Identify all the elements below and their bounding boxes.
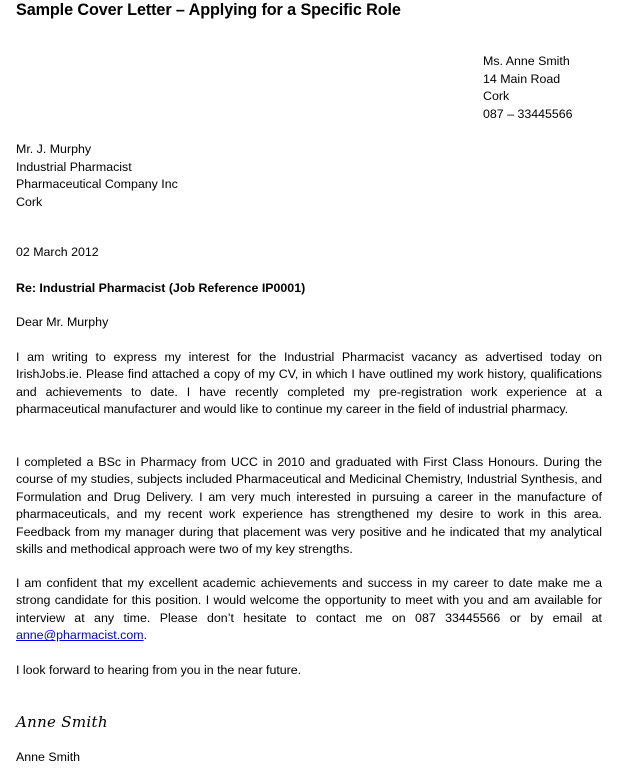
- paragraph-closing-end: .: [143, 628, 148, 643]
- sender-name: Ms. Anne Smith: [483, 54, 570, 68]
- paragraph-interest: I am writing to express my interest for the Industrial Pharmacist vacancy as advertised today on IrishJobs.ie. Please find attached a copy of my CV, in which I have outlined my work history, qualifications and achievements to date. I have recently completed my pre-registration work experience at a pharmaceutical manufacturer and would like to continue my career in the field of industrial pharmacy.: [16, 350, 602, 417]
- recipient-name: Mr. J. Murphy: [16, 142, 92, 156]
- sender-city: Cork: [483, 89, 510, 104]
- email-link[interactable]: anne@pharmacist.com: [16, 628, 144, 643]
- recipient-company: Pharmaceutical Company Inc: [16, 177, 178, 192]
- subject-line: Re: Industrial Pharmacist (Job Reference IP0001): [16, 281, 306, 295]
- paragraph-farewell: I look forward to hearing from you in the near future.: [16, 663, 302, 677]
- salutation: Dear Mr. Murphy: [16, 315, 109, 329]
- sender-phone: 087 – 33445566: [483, 106, 573, 121]
- letter-date: 02 March 2012: [16, 245, 99, 259]
- recipient-title: Industrial Pharmacist: [16, 159, 132, 174]
- recipient-city: Cork: [16, 194, 43, 209]
- paragraph-education: I completed a BSc in Pharmacy from UCC in 2010 and graduated with First Class Honours. During the course of my studies, subjects included Pharmaceutical and Medicinal Chemistry, Industrial Synthesis, and Formulation and Drug Delivery. I am very much interested in pursuing a career in the manufacture of pharmaceuticals, and my recent work experience has strengthened my desire to work in this area. Feedback from my manager during that placement was very positive and he indicated that my analytical skills and methodical approach were two of my key strengths.: [16, 455, 602, 557]
- paragraph-closing: [16, 575, 602, 645]
- signature: Anne Smith: [16, 713, 108, 731]
- recipient-address: [16, 141, 178, 211]
- paragraph-closing-text: I am confident that my excellent academic achievements and success in my career to date make me a strong candidate for this position. I would welcome the opportunity to meet with you and am available for interview at any time. Please don’t hesitate to contact me on 087 33445566 or by email at: [16, 576, 602, 625]
- signed-name: Anne Smith: [16, 750, 81, 764]
- sender-address: [483, 53, 573, 123]
- sender-street: 14 Main Road: [483, 71, 561, 86]
- document-title: Sample Cover Letter – Applying for a Specific Role: [16, 1, 401, 19]
